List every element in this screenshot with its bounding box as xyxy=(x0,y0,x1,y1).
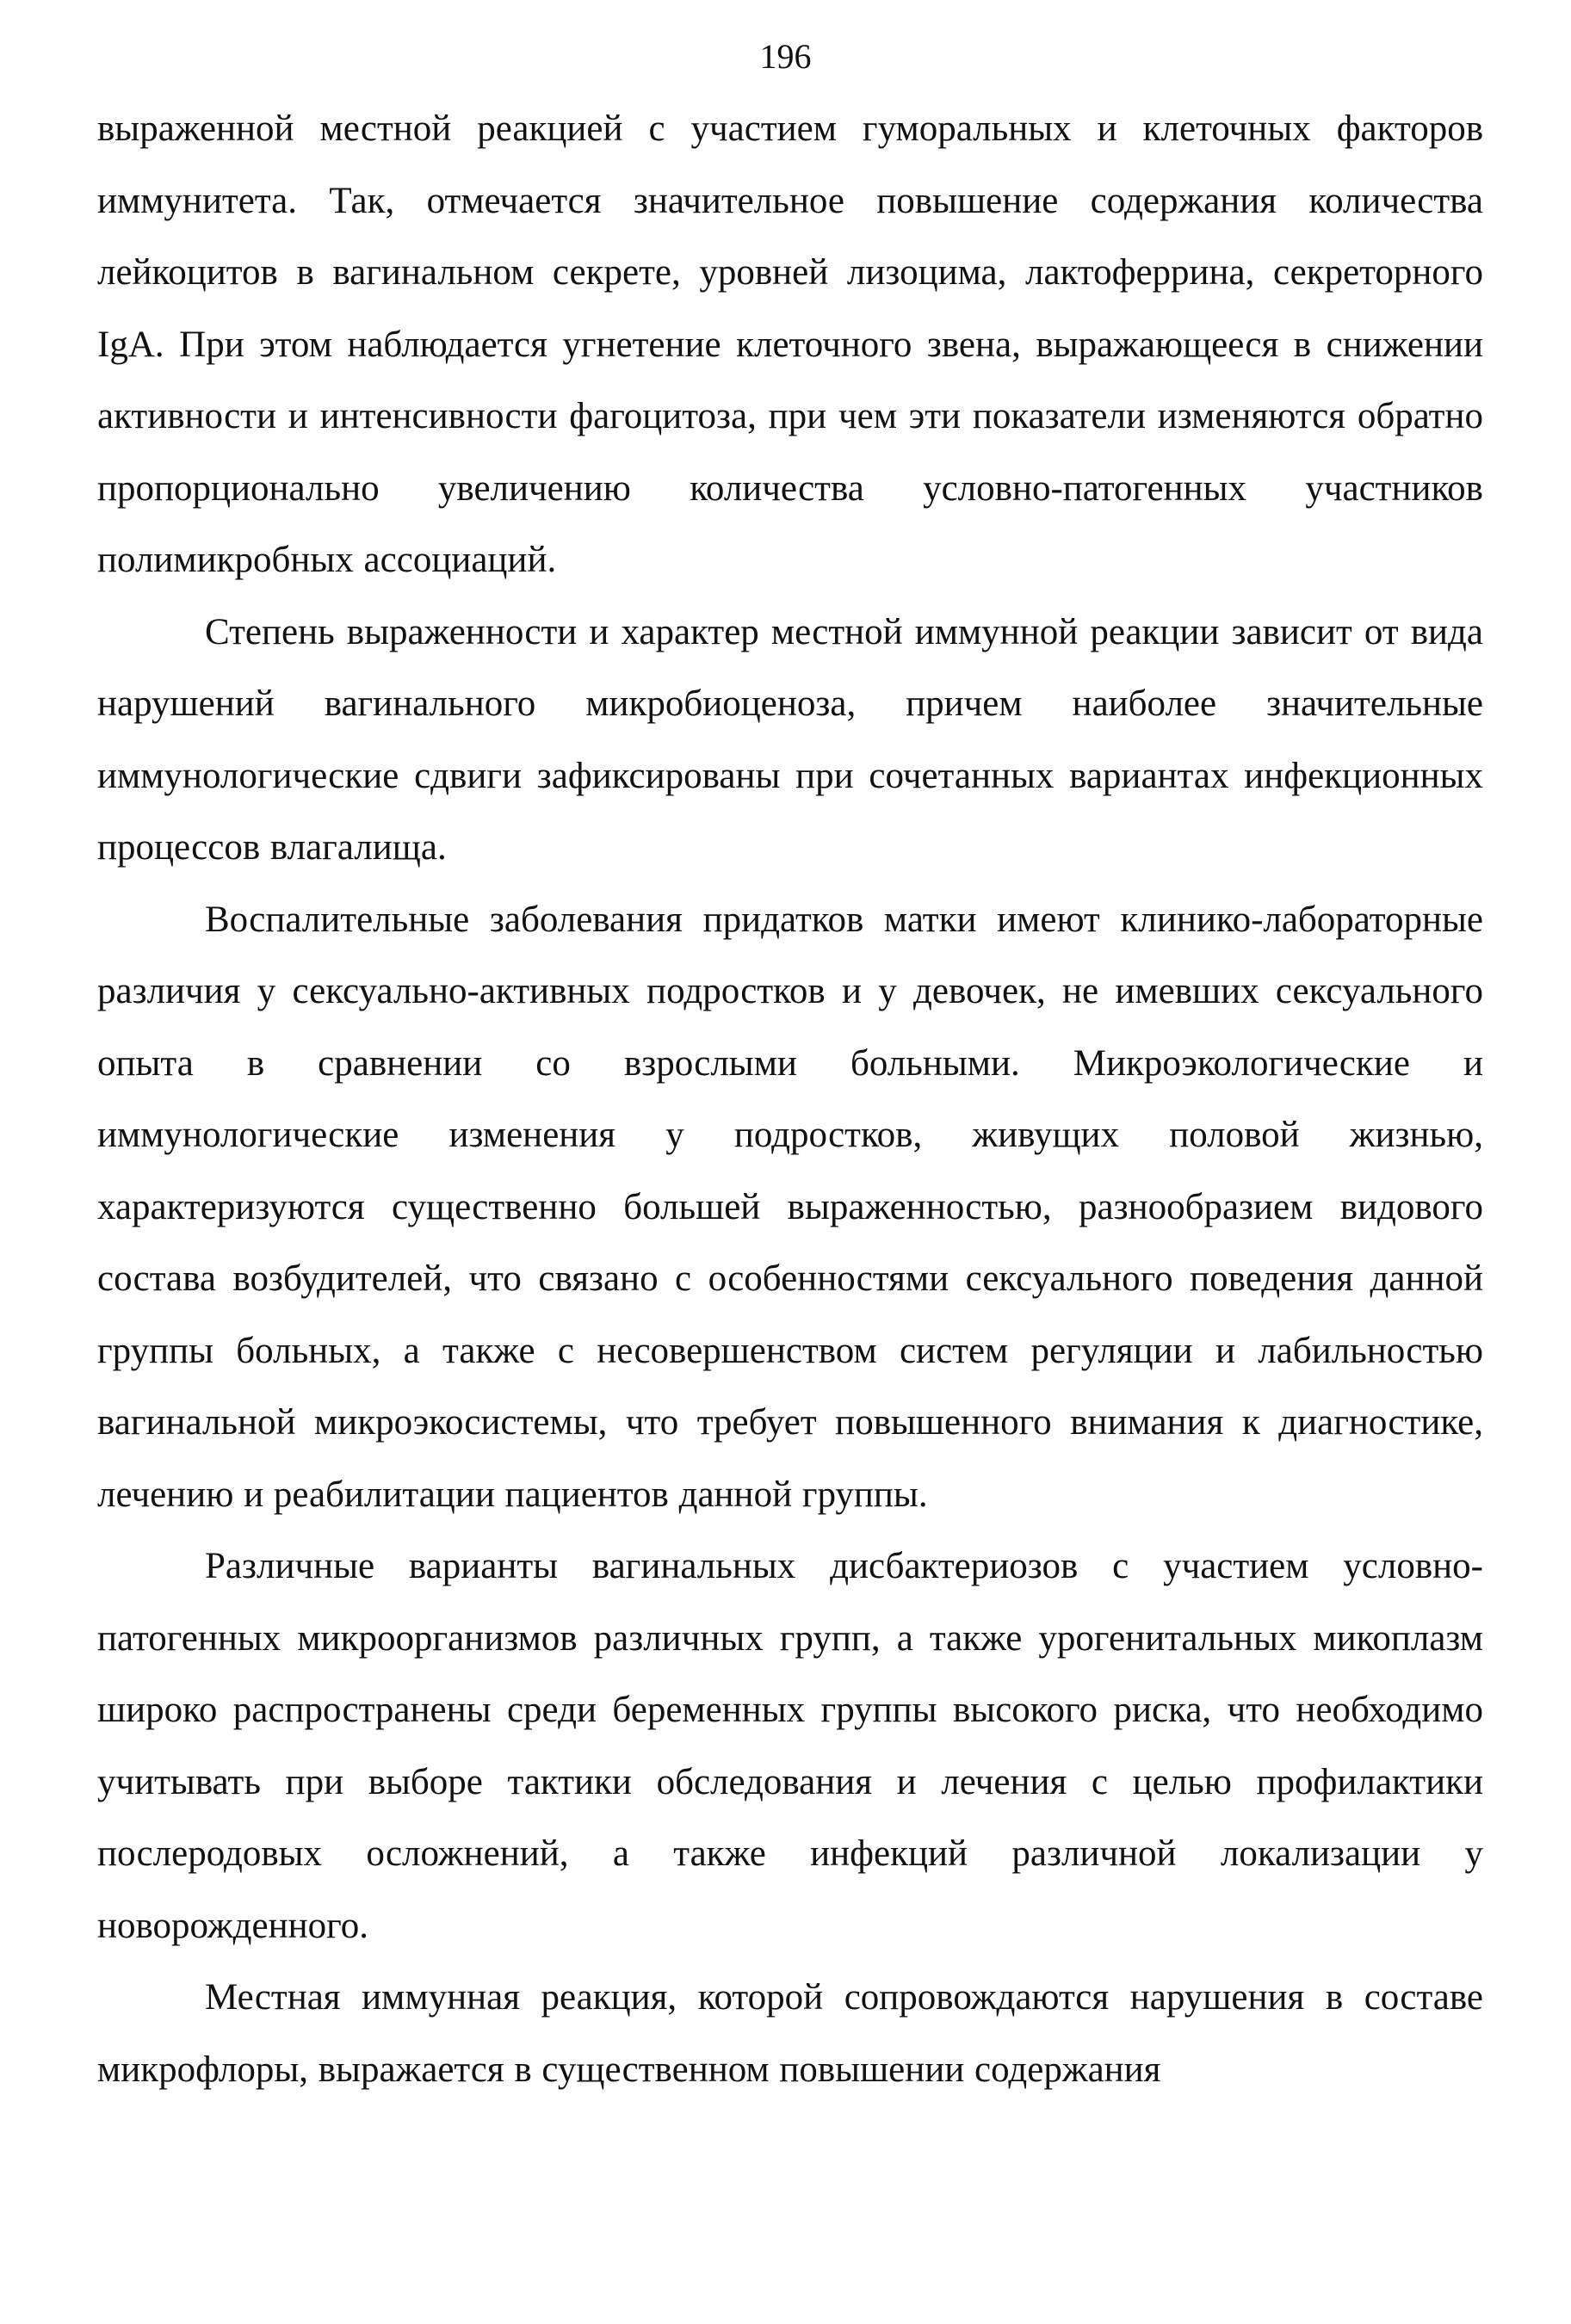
paragraph-1: выраженной местной реакцией с участием гуморальных и клеточных факторов иммунитета. Так, отмечается значительное повышение содержания количества лейкоцитов в вагинальном секрете, уровней лизоцима, лактоферрина, секреторного IgA. При этом наблюдается угнетение клеточного звена, выражающееся в снижении активности и интенсивности фагоцитоза, при чем эти показатели изменяются обратно пропорционально увеличению количества условно-патогенных участников полимикробных ассоциаций. xyxy=(97,108,1483,580)
paragraph-2: Степень выраженности и характер местной иммунной реакции зависит от вида нарушений вагинального микробиоценоза, причем наиболее значительные иммунологические сдвиги зафиксированы при сочетанных вариантах инфекционных процессов влагалища. xyxy=(97,611,1483,868)
paragraph-5: Местная иммунная реакция, которой сопровождаются нарушения в составе микрофлоры, выражается в существенном повышении содержания xyxy=(97,1977,1483,2090)
paragraph-4: Различные варианты вагинальных дисбактериозов с участием условно-патогенных микроорганизмов различных групп, а также урогенитальных микоплазм широко распространены среди беременных группы высокого риска, что необходимо учитывать при выборе тактики обследования и лечения с целью профилактики послеродовых осложнений, а также инфекций различной локализации у новорожденного. xyxy=(97,1546,1483,1946)
paragraph-3: Воспалительные заболевания придатков матки имеют клинико-лабораторные различия у сексуально-активных подростков и у девочек, не имевших сексуального опыта в сравнении со взрослыми больными. Микроэкологические и иммунологические изменения у подростков, живущих половой жизнью, характеризуются существенно большей выраженностью, разнообразием видового состава возбудителей, что связано с особенностями сексуального поведения данной группы больных, а также с несовершенством систем регуляции и лабильностью вагинальной микроэкосистемы, что требует повышенного внимания к диагностике, лечению и реабилитации пациентов данной группы. xyxy=(97,899,1483,1515)
text-body xyxy=(97,93,1483,2105)
page-number: 196 xyxy=(759,37,812,76)
